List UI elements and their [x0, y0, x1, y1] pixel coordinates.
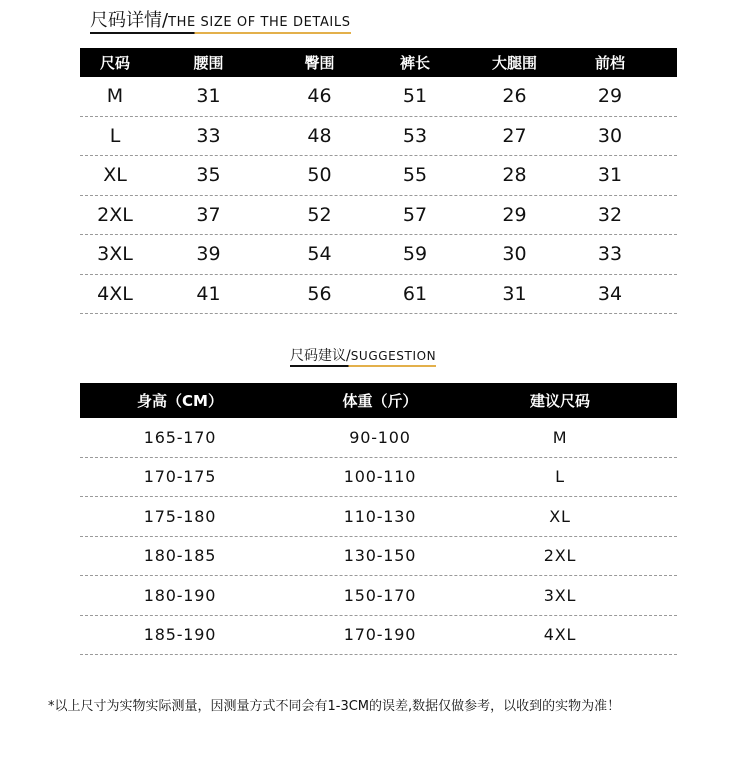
size-details-title [90, 12, 351, 34]
waist-cell: 33 [196, 124, 221, 147]
height-cell: 165-170 [143, 427, 217, 447]
front-rise-cell: 34 [597, 282, 623, 305]
suggestion-header-height: 身高（CM） [137, 392, 223, 410]
front-rise-cell: 29 [597, 85, 623, 108]
suggested-size-cell: XL [549, 506, 571, 526]
size-cell: M [106, 85, 124, 108]
size-header-front-rise: 前档 [594, 54, 625, 72]
length-cell: 57 [402, 203, 428, 226]
table-row [80, 418, 677, 458]
front-rise-cell: 32 [597, 203, 623, 226]
hip-cell: 48 [307, 124, 332, 147]
size-cell: 4XL [97, 282, 133, 305]
front-rise-cell: 30 [597, 124, 623, 147]
size-table-header [80, 48, 677, 77]
size-cell: 3XL [97, 243, 133, 266]
suggestion-table-header [80, 383, 677, 418]
thigh-cell: 31 [502, 282, 527, 305]
hip-cell: 50 [307, 164, 332, 187]
suggested-size-cell: 4XL [543, 625, 577, 645]
table-row [80, 497, 677, 537]
weight-cell: 150-170 [343, 585, 417, 605]
waist-cell: 31 [196, 85, 221, 108]
waist-cell: 37 [196, 203, 221, 226]
table-row [80, 458, 677, 498]
size-header-waist: 腰围 [193, 54, 224, 72]
height-cell: 180-185 [143, 546, 217, 566]
front-rise-cell: 33 [597, 243, 623, 266]
size-details-table [80, 48, 677, 314]
size-cell: 2XL [97, 203, 133, 226]
hip-cell: 52 [307, 203, 332, 226]
hip-cell: 56 [307, 282, 332, 305]
suggested-size-cell: M [552, 427, 568, 447]
size-suggestion-table [80, 383, 677, 655]
table-row [80, 537, 677, 577]
size-header-size: 尺码 [99, 54, 130, 72]
thigh-cell: 27 [502, 124, 527, 147]
suggestion-title [290, 349, 436, 367]
size-cell: L [109, 124, 121, 147]
table-row [80, 235, 677, 275]
waist-cell: 41 [196, 282, 221, 305]
table-row [80, 77, 677, 117]
table-row [80, 196, 677, 236]
table-row [80, 616, 677, 656]
table-row [80, 576, 677, 616]
size-details-title-en: THE SIZE OF THE DETAILS [168, 15, 351, 30]
thigh-cell: 30 [502, 243, 527, 266]
size-header-thigh: 大腿围 [491, 54, 537, 72]
thigh-cell: 28 [502, 164, 527, 187]
size-header-length: 裤长 [399, 54, 430, 72]
length-cell: 59 [402, 243, 428, 266]
measurement-disclaimer: *以上尺寸为实物实际测量，因测量方式不同会有1-3CM的误差,数据仅做参考，以收到的实物为准！ [48, 699, 621, 714]
suggestion-title-cn: 尺码建议/ [290, 348, 351, 364]
waist-cell: 35 [196, 164, 221, 187]
weight-cell: 130-150 [343, 546, 417, 566]
height-cell: 170-175 [143, 467, 217, 487]
suggested-size-cell: 2XL [543, 546, 577, 566]
waist-cell: 39 [196, 243, 221, 266]
length-cell: 55 [402, 164, 428, 187]
thigh-cell: 29 [502, 203, 527, 226]
length-cell: 53 [402, 124, 428, 147]
suggested-size-cell: L [555, 467, 565, 487]
suggested-size-cell: 3XL [543, 585, 577, 605]
suggestion-header-weight: 体重（斤） [342, 392, 418, 410]
height-cell: 175-180 [143, 506, 217, 526]
size-details-title-cn: 尺码详情/ [90, 10, 169, 31]
hip-cell: 46 [307, 85, 332, 108]
weight-cell: 90-100 [349, 427, 411, 447]
table-row [80, 275, 677, 315]
weight-cell: 100-110 [343, 467, 417, 487]
height-cell: 185-190 [143, 625, 217, 645]
height-cell: 180-190 [143, 585, 217, 605]
table-row [80, 156, 677, 196]
length-cell: 51 [402, 85, 428, 108]
front-rise-cell: 31 [597, 164, 623, 187]
hip-cell: 54 [307, 243, 332, 266]
suggestion-header-size: 建议尺码 [529, 392, 590, 410]
size-header-hip: 臀围 [304, 54, 335, 72]
length-cell: 61 [402, 282, 428, 305]
weight-cell: 110-130 [343, 506, 417, 526]
weight-cell: 170-190 [343, 625, 417, 645]
table-row [80, 117, 677, 157]
thigh-cell: 26 [502, 85, 527, 108]
size-cell: XL [103, 164, 127, 187]
suggestion-title-en: SUGGESTION [350, 349, 437, 363]
